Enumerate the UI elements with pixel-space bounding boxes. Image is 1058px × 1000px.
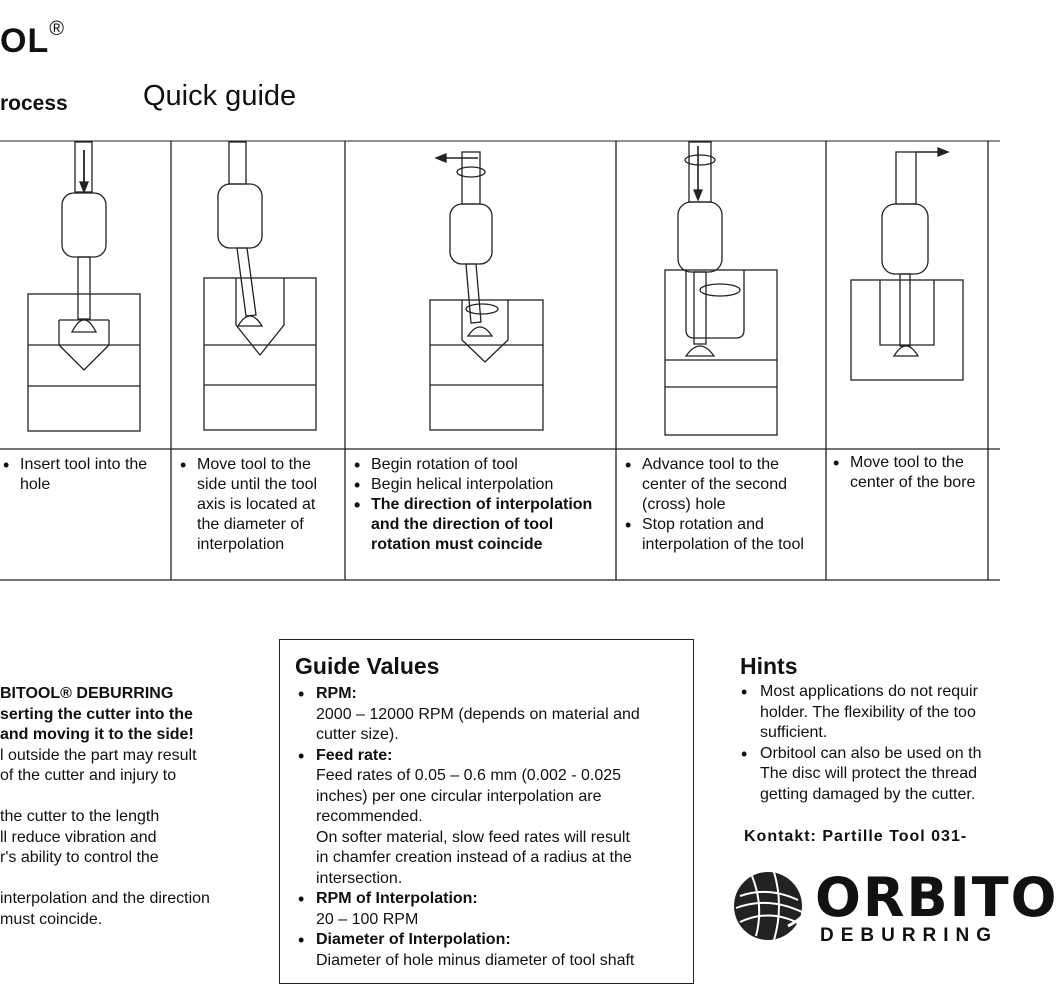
step-4-diagram bbox=[665, 142, 777, 435]
guide-values-title: Guide Values bbox=[295, 653, 440, 679]
step-4-bullet-2: • Stop rotation and interpolation of the tool bbox=[622, 515, 812, 555]
step-3-bullet-3: • The direction of interpolation and the direction of tool rotation must coincide bbox=[351, 495, 596, 555]
hints-list bbox=[740, 682, 1040, 805]
step-1-diagram bbox=[28, 142, 140, 431]
left-notes bbox=[0, 684, 240, 930]
left-notes-line: must coincide. bbox=[0, 910, 103, 928]
step-1-bullet-1: • Insert tool into the hole bbox=[0, 455, 168, 495]
left-notes-line: l outside the part may result bbox=[0, 746, 197, 764]
hint-item: • Orbitool can also be used on th The disc will protect the thread getting damaged by the cutter. bbox=[740, 744, 1040, 806]
left-notes-line: the cutter to the length bbox=[0, 808, 160, 825]
guide-value-rpm: • RPM: 2000 – 12000 RPM (depends on material and cutter size). bbox=[297, 684, 692, 746]
left-notes-line: r's ability to control the bbox=[0, 849, 159, 866]
guide-value-diameter-interpolation: • Diameter of Interpolation: Diameter of hole minus diameter of tool shaft bbox=[297, 930, 692, 971]
step-3-diagram bbox=[430, 152, 543, 430]
orbitool-logo-icon bbox=[730, 866, 810, 946]
step-1-text bbox=[0, 455, 168, 495]
left-notes-line: ll reduce vibration and bbox=[0, 828, 157, 846]
step-4-text bbox=[622, 455, 812, 555]
logo-tagline: DEBURRING bbox=[820, 925, 999, 946]
left-notes-line bbox=[0, 869, 240, 890]
step-5-bullet-1: • Move tool to the center of the bore bbox=[830, 453, 985, 493]
guide-value-rpm-interpolation: • RPM of Interpolation: 20 – 100 RPM bbox=[297, 889, 692, 930]
guide-value-feed-rate: • Feed rate: Feed rates of 0.05 – 0.6 mm (0.002 - 0.025 inches) per one circular interpolation are recommended. On softer material, slow feed rates will result in chamfer creation instead of a radius at the intersection. bbox=[297, 746, 692, 890]
step-4-bullet-1: • Advance tool to the center of the second (cross) hole bbox=[622, 455, 812, 515]
left-notes-line: of the cutter and injury to bbox=[0, 767, 177, 784]
step-2-text bbox=[177, 455, 337, 555]
left-notes-heading-3: and moving it to the side! bbox=[0, 726, 194, 743]
step-2-diagram bbox=[204, 142, 316, 430]
process-subtitle: rocess bbox=[0, 92, 68, 115]
guide-values-list bbox=[297, 684, 692, 971]
page-title: Quick guide bbox=[143, 80, 297, 112]
step-5-diagram bbox=[851, 148, 963, 380]
logo-wordmark: ORBITO bbox=[815, 866, 1058, 929]
left-notes-line: interpolation and the direction bbox=[0, 890, 210, 907]
hints-title: Hints bbox=[740, 653, 798, 679]
step-5-text bbox=[830, 453, 985, 493]
step-3-bullet-1: • Begin rotation of tool bbox=[351, 455, 596, 475]
step-2-bullet-1: • Move tool to the side until the tool axis is located at the diameter of interpolation bbox=[177, 455, 337, 555]
contact-line: Kontakt: Partille Tool 031- bbox=[744, 828, 968, 845]
left-notes-heading-1: BITOOL® DEBURRING bbox=[0, 685, 174, 702]
step-3-text bbox=[351, 455, 596, 555]
hint-item: • Most applications do not requir holder. The flexibility of the too sufficient. bbox=[740, 682, 1040, 744]
brand-name: OL® bbox=[0, 18, 65, 60]
left-notes-heading-2: serting the cutter into the bbox=[0, 705, 193, 723]
step-3-bullet-2: • Begin helical interpolation bbox=[351, 475, 596, 495]
left-notes-line bbox=[0, 787, 240, 808]
